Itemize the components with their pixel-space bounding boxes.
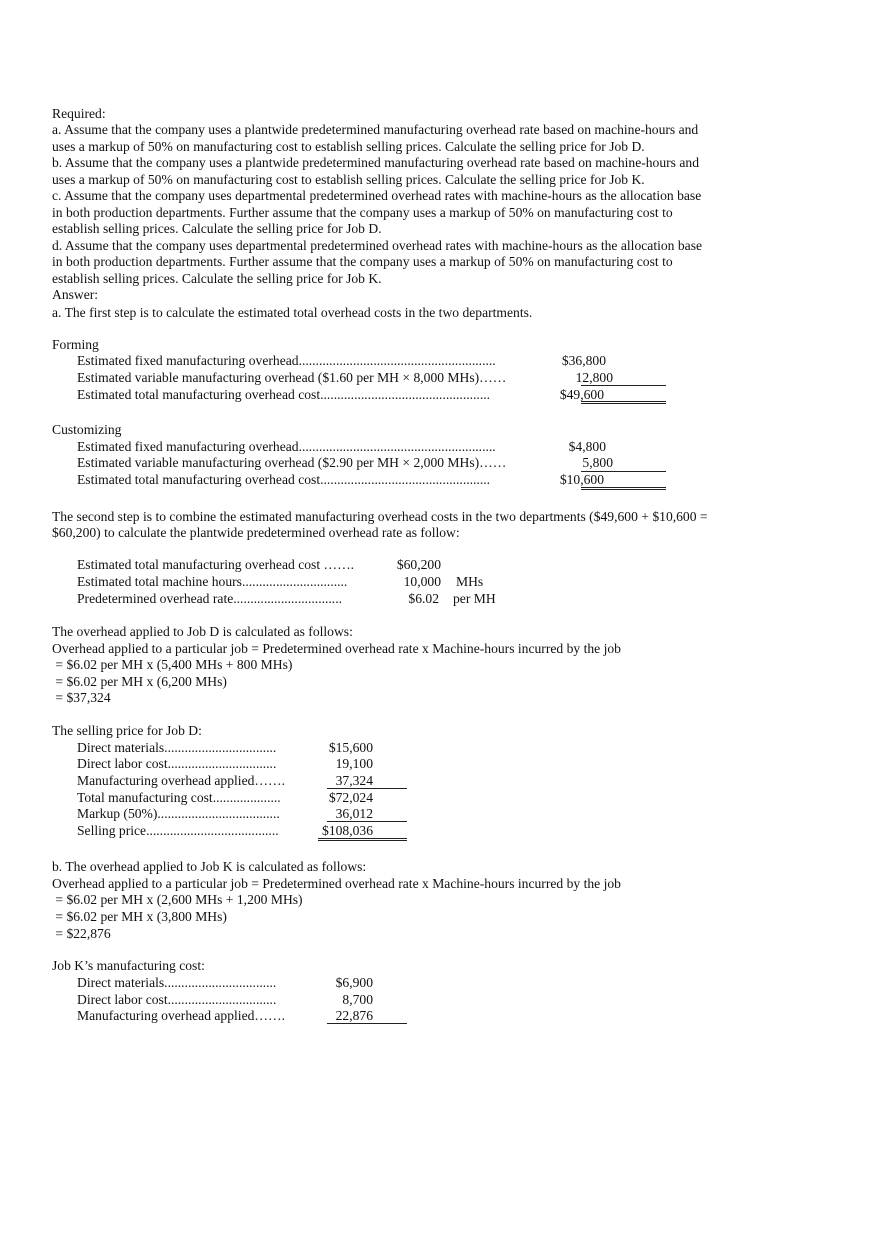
- forming-heading: Forming: [52, 337, 99, 352]
- job-d-price-label: Selling price.......................................: [77, 823, 279, 838]
- job-k-overhead-line: b. The overhead applied to Job K is calculated as follows:: [52, 859, 367, 874]
- job-k-cost-label: Direct materials.................................: [77, 975, 277, 990]
- rate-label: Predetermined overhead rate................................: [77, 591, 342, 606]
- double-underline: [581, 401, 666, 404]
- required-line: in both production departments. Further assume that the company uses a markup of 50% on manufacturing cost to: [52, 254, 673, 269]
- customizing-heading: Customizing: [52, 422, 122, 437]
- job-d-overhead-line: Overhead applied to a particular job = Predetermined overhead rate x Machine-hours incurred by the job: [52, 641, 621, 656]
- job-d-price-value: $15,600: [328, 740, 373, 755]
- job-d-price-value: 37,324: [335, 773, 373, 788]
- rate-label: Estimated total manufacturing overhead cost …….: [77, 557, 355, 572]
- job-d-price-value: $72,024: [328, 790, 373, 805]
- required-line: uses a markup of 50% on manufacturing cost to establish selling prices. Calculate the selling price for Job D.: [52, 139, 645, 154]
- required-line: uses a markup of 50% on manufacturing cost to establish selling prices. Calculate the selling price for Job K.: [52, 172, 645, 187]
- job-d-overhead-line: = $6.02 per MH x (6,200 MHs): [52, 674, 227, 689]
- job-d-price-label: Direct labor cost................................: [77, 756, 277, 771]
- forming-row-label: Estimated fixed manufacturing overhead..........................................................: [77, 353, 496, 368]
- customizing-row-label: Estimated variable manufacturing overhead ($2.90 per MH × 2,000 MHs)……: [77, 455, 507, 470]
- answer-step1: a. The first step is to calculate the estimated total overhead costs in the two departments.: [52, 305, 533, 320]
- customizing-row-label: Estimated fixed manufacturing overhead..........................................................: [77, 439, 496, 454]
- answer-heading: Answer:: [52, 287, 99, 302]
- forming-row-label: Estimated variable manufacturing overhead ($1.60 per MH × 8,000 MHs)……: [77, 370, 507, 385]
- rate-unit: per MH: [453, 591, 496, 606]
- job-d-price-value: 36,012: [335, 806, 373, 821]
- underline: [327, 821, 407, 822]
- job-d-overhead-line: = $37,324: [52, 690, 111, 705]
- job-k-overhead-line: = $22,876: [52, 926, 111, 941]
- underline: [581, 385, 666, 386]
- required-line: b. Assume that the company uses a plantwide predetermined manufacturing overhead rate based on machine-hours and: [52, 155, 699, 170]
- customizing-row-label: Estimated total manufacturing overhead cost..................................................: [77, 472, 491, 487]
- job-k-overhead-line: = $6.02 per MH x (2,600 MHs + 1,200 MHs): [52, 892, 303, 907]
- job-d-price-label: Manufacturing overhead applied…….: [77, 773, 285, 788]
- customizing-row-value: $10,600: [559, 472, 604, 487]
- second-step-line: The second step is to combine the estimated manufacturing overhead costs in the two departments ($49,600 + $10,600 =: [52, 509, 708, 524]
- customizing-row-value: 5,800: [582, 455, 613, 470]
- rate-label: Estimated total machine hours...............................: [77, 574, 348, 589]
- job-k-overhead-line: Overhead applied to a particular job = Predetermined overhead rate x Machine-hours incurred by the job: [52, 876, 621, 891]
- required-line: c. Assume that the company uses departmental predetermined overhead rates with machine-hours as the allocation base: [52, 188, 702, 203]
- double-underline: [318, 838, 407, 841]
- underline: [327, 788, 407, 789]
- forming-row-value: 12,800: [575, 370, 613, 385]
- job-d-overhead-line: = $6.02 per MH x (5,400 MHs + 800 MHs): [52, 657, 293, 672]
- required-line: in both production departments. Further assume that the company uses a markup of 50% on manufacturing cost to: [52, 205, 673, 220]
- job-d-price-label: Markup (50%)....................................: [77, 806, 280, 821]
- job-k-cost-value: 22,876: [335, 1008, 373, 1023]
- rate-unit: MHs: [456, 574, 484, 589]
- required-line: establish selling prices. Calculate the selling price for Job K.: [52, 271, 382, 286]
- job-k-overhead-line: = $6.02 per MH x (3,800 MHs): [52, 909, 227, 924]
- forming-row-label: Estimated total manufacturing overhead cost..................................................: [77, 387, 491, 402]
- job-d-price-label: Total manufacturing cost....................: [77, 790, 281, 805]
- forming-row-value: $36,800: [561, 353, 606, 368]
- job-d-selling-price-value: $108,036: [322, 823, 373, 838]
- rate-value: 10,000: [403, 574, 441, 589]
- rate-value: $6.02: [408, 591, 439, 606]
- job-d-price-heading: The selling price for Job D:: [52, 723, 202, 738]
- job-d-overhead-line: The overhead applied to Job D is calculated as follows:: [52, 624, 353, 639]
- job-k-cost-label: Manufacturing overhead applied…….: [77, 1008, 285, 1023]
- job-k-cost-value: 8,700: [342, 992, 373, 1007]
- second-step-line: $60,200) to calculate the plantwide predetermined overhead rate as follow:: [52, 525, 460, 540]
- forming-row-value: $49,600: [559, 387, 604, 402]
- job-k-cost-value: $6,900: [335, 975, 373, 990]
- underline: [327, 1023, 407, 1024]
- customizing-row-value: $4,800: [568, 439, 606, 454]
- required-heading: Required:: [52, 106, 106, 121]
- job-d-price-value: 19,100: [335, 756, 373, 771]
- job-d-price-label: Direct materials.................................: [77, 740, 277, 755]
- required-line: a. Assume that the company uses a plantwide predetermined manufacturing overhead rate based on machine-hours and: [52, 122, 699, 137]
- rate-value: $60,200: [396, 557, 441, 572]
- job-k-cost-label: Direct labor cost................................: [77, 992, 277, 1007]
- job-k-cost-heading: Job K’s manufacturing cost:: [52, 958, 205, 973]
- double-underline: [581, 487, 666, 490]
- required-line: d. Assume that the company uses departmental predetermined overhead rates with machine-hours as the allocation base: [52, 238, 703, 253]
- required-line: establish selling prices. Calculate the selling price for Job D.: [52, 221, 382, 236]
